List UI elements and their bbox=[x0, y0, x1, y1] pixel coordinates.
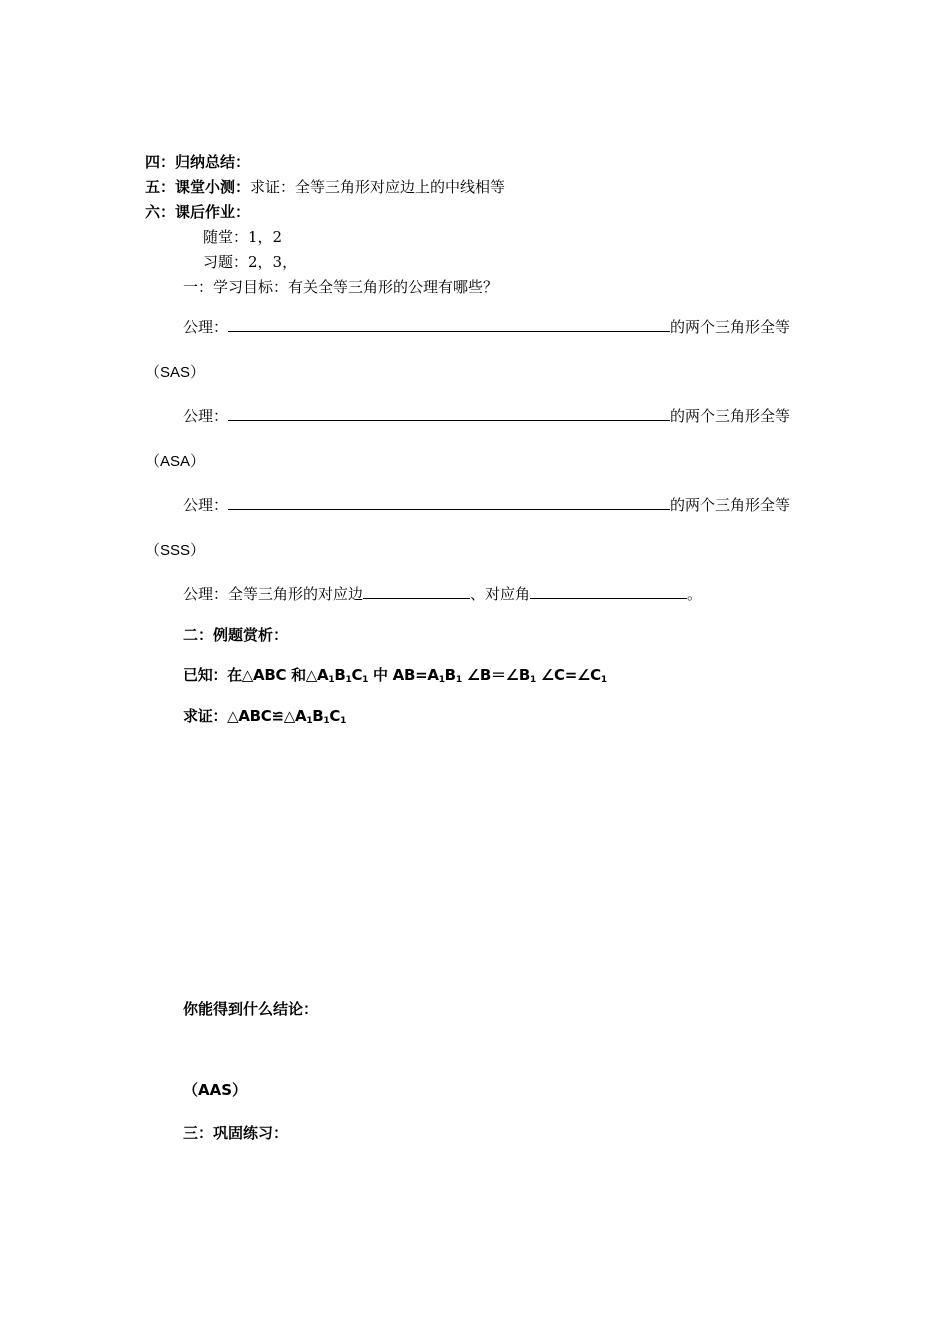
axiom-tag-sas: （SAS） bbox=[145, 364, 206, 381]
example-heading: 二：例题赏析： bbox=[183, 626, 289, 644]
axiom-tag-asa: （ASA） bbox=[145, 453, 206, 470]
axiom-4-mid: 、对应角 bbox=[470, 585, 531, 603]
homework-item-2: 习题：2，3， bbox=[203, 253, 298, 271]
axiom-label: 公理： bbox=[183, 496, 229, 514]
axiom-suffix: 的两个三角形全等 bbox=[670, 496, 791, 514]
conclusion-prompt: 你能得到什么结论： bbox=[183, 1000, 319, 1018]
axiom-tag-sss: （SSS） bbox=[145, 542, 206, 559]
section-4-heading: 四：归纳总结： bbox=[145, 153, 251, 171]
axiom-line-3 bbox=[183, 494, 790, 515]
fill-blank[interactable] bbox=[228, 316, 670, 332]
section-5-line bbox=[145, 177, 505, 197]
fill-blank[interactable] bbox=[228, 494, 670, 510]
section-5-text: 求证：全等三角形对应边上的中线相等 bbox=[250, 178, 506, 196]
fill-blank-sides[interactable] bbox=[363, 583, 470, 599]
section-6-heading: 六：课后作业： bbox=[145, 203, 251, 221]
axiom-line-2 bbox=[183, 405, 790, 426]
fill-blank[interactable] bbox=[228, 405, 670, 421]
section-5-heading: 五：课堂小测： bbox=[145, 178, 251, 196]
prove-statement: 求证：$\triangle ABC≌\triangle A_1B_1C_1$ bbox=[183, 707, 347, 726]
axiom-label: 公理： bbox=[183, 318, 229, 336]
axiom-4-end: 。 bbox=[687, 585, 703, 603]
axiom-suffix: 的两个三角形全等 bbox=[670, 318, 791, 336]
homework-item-1: 随堂：1，2 bbox=[203, 228, 283, 246]
axiom-4-prefix: 公理：全等三角形的对应边 bbox=[183, 585, 364, 603]
given-statement: 已知：在△ABC 和$\triangle A_1B_1C_1$ 中 $AB=A_1B_1$ $\angle B=\angle B_1$ $\angle C=\angle C_1$ bbox=[183, 666, 607, 685]
axiom-suffix: 的两个三角形全等 bbox=[670, 407, 791, 425]
practice-heading: 三：巩固练习： bbox=[183, 1124, 289, 1142]
axiom-line-4 bbox=[183, 583, 702, 604]
axiom-label: 公理： bbox=[183, 407, 229, 425]
learning-goal: 一：学习目标：有关全等三角形的公理有哪些？ bbox=[183, 278, 499, 296]
axiom-tag-aas: （AAS） bbox=[183, 1081, 248, 1099]
axiom-line-1 bbox=[183, 316, 790, 337]
fill-blank-angles[interactable] bbox=[530, 583, 687, 599]
